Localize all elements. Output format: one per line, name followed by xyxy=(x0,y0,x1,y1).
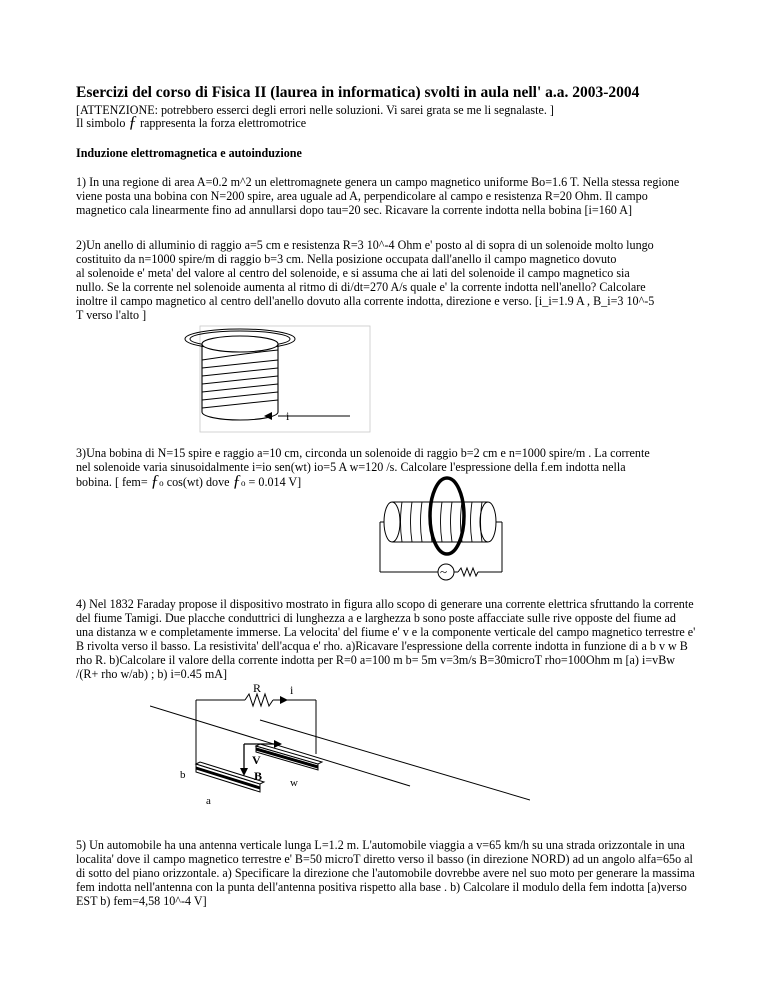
label-i: i xyxy=(290,683,294,697)
symbol-note-post: rappresenta la forza elettromotrice xyxy=(136,116,307,130)
solenoid-top xyxy=(202,336,278,352)
p3-text-a: bobina. [ fem= xyxy=(76,475,151,489)
fem-symbol: ƒ xyxy=(232,471,242,490)
fem-subscript: o xyxy=(241,478,246,488)
problem-2-line-4: nullo. Se la corrente nel solenoide aumenta al ritmo di di/dt=270 A/s quale e' la corrente indotta nell'anello? Calcolare xyxy=(76,280,646,294)
winding xyxy=(471,502,473,542)
winding xyxy=(202,376,278,384)
fem-subscript: o xyxy=(159,478,164,488)
resistor xyxy=(245,694,273,706)
current-label: i xyxy=(286,409,290,423)
winding xyxy=(441,502,443,542)
ac-symbol: ~ xyxy=(440,564,448,579)
problem-3-line-1: 3)Una bobina di N=15 spire e raggio a=10 cm, circonda un solenoide di raggio b=2 cm e n=1000 spire/m . La corrente xyxy=(76,446,650,460)
coil-loop xyxy=(430,478,464,554)
figure-faraday-river xyxy=(150,680,530,810)
section-heading: Induzione elettromagnetica e autoinduzione xyxy=(76,146,302,160)
winding xyxy=(401,502,403,542)
resistor xyxy=(458,568,478,576)
winding xyxy=(451,502,453,542)
label-V: V xyxy=(252,753,261,767)
winding xyxy=(202,360,278,368)
winding xyxy=(411,502,413,542)
document-title: Esercizi del corso di Fisica II (laurea in informatica) svolti in aula nell' a.a. 2003-2004 xyxy=(76,84,640,101)
label-R: R xyxy=(253,681,262,695)
warning-note: [ATTENZIONE: potrebbero esserci degli errori nelle soluzioni. Vi sarei grata se me li segnalaste. ] xyxy=(76,103,554,117)
current-arrowhead xyxy=(264,412,272,420)
problem-2-line-3: al solenoide e' meta' del valore al centro del solenoide, e si assuma che ai lati del solenoide il campo magnetico sia xyxy=(76,266,630,280)
problem-1: 1) In una regione di area A=0.2 m^2 un elettromagnete genera un campo magnetico uniforme Bo=1.6 T. Nella stessa regione viene posta una bobina con N=200 spire, area uguale ad A, perpendicolare al campo e resistenza R=20 Ohm. Il campo magnetico cala linearmente fino ad annullarsi dopo tau=20 sec. Ricavare la corrente indotta nella bobina [i=160 A] xyxy=(76,175,680,217)
fem-symbol: ƒ xyxy=(128,112,137,131)
winding xyxy=(202,392,278,400)
solenoid-end xyxy=(384,502,400,542)
current-arrowhead xyxy=(280,696,288,704)
problem-2-line-6: T verso l'alto ] xyxy=(76,308,147,322)
symbol-note-pre: Il simbolo xyxy=(76,116,129,130)
label-B: B xyxy=(254,769,263,783)
label-w: w xyxy=(290,777,298,789)
label-a: a xyxy=(206,795,211,807)
winding xyxy=(421,502,423,542)
fem-symbol: ƒ xyxy=(150,471,160,490)
problem-5: 5) Un automobile ha una antenna verticale lunga L=1.2 m. L'automobile viaggia a v=65 km/h su una strada orizzontale in una localita' dove il campo magnetico terrestre e' B=50 microT diretto verso il basso (in direzione NORD) ad un angolo alfa=65o al di sotto del piano orizzontale. a) Specificare la direzione che l'automobile dovrebbe avere nel suo moto per generare la massima fem indotta nell'antenna con la punta dell'antenna positiva rispetto alla base . b) Calcolare il modulo della fem indotta [a)verso EST b) fem=4,58 10^-4 V] xyxy=(76,838,695,908)
velocity-arrowhead xyxy=(274,740,282,748)
winding xyxy=(202,368,278,376)
label-b: b xyxy=(180,769,186,781)
problem-2-line-1: 2)Un anello di alluminio di raggio a=5 cm e resistenza R=3 10^-4 Ohm e' posto al di sopra di un solenoide molto lungo xyxy=(76,238,654,252)
problem-2-line-5: inoltre il campo magnetico al centro dell'anello dovuto alla corrente indotta, direzione e verso. [i_i=1.9 A , B_i=3 10^-5 xyxy=(76,294,655,308)
symbol-note xyxy=(76,112,696,131)
river-bank xyxy=(150,706,410,786)
problem-4: 4) Nel 1832 Faraday propose il dispositivo mostrato in figura allo scopo di generare una corrente elettrica sfruttando la corrente del fiume Tamigi. Due placche conduttrici di lunghezza a e larghezza b sono poste affacciate sulle rive opposte del fiume ad una distanza w e completamente immerse. La velocita' del fiume e' v e la componente verticale del campo magnetico terrestre e' B rivolta verso il basso. La resistivita' dell'acqua e' rho. a)Ricavare l'espressione della corrente indotta in funzione di a b v w B rho R. b)Calcolare il valore della corrente indotta per R=0 a=100 m b= 5m v=3m/s B=30microT rho=100Ohm m [a) i=vBw /(R+ rho w/ab) ; b) i=0.45 mA] xyxy=(76,597,696,681)
winding xyxy=(202,384,278,392)
solenoid-end xyxy=(480,502,496,542)
problem-3-line-2: nel solenoide varia sinusoidalmente i=io sen(wt) io=5 A w=120 /s. Calcolare l'espressione della f.em indotta nella xyxy=(76,460,626,474)
figure-solenoid-coil xyxy=(376,472,508,584)
winding xyxy=(202,400,278,408)
p3-text-c: = 0.014 V] xyxy=(245,475,302,489)
problem-2-line-2: costituito da n=1000 spire/m di raggio b=3 cm. Nella posizione occupata dall'anello il campo magnetico dovuto xyxy=(76,252,617,266)
p3-text-b: cos(wt) dove xyxy=(163,475,233,489)
solenoid-body xyxy=(202,344,278,420)
figure-solenoid-ring xyxy=(180,324,380,434)
